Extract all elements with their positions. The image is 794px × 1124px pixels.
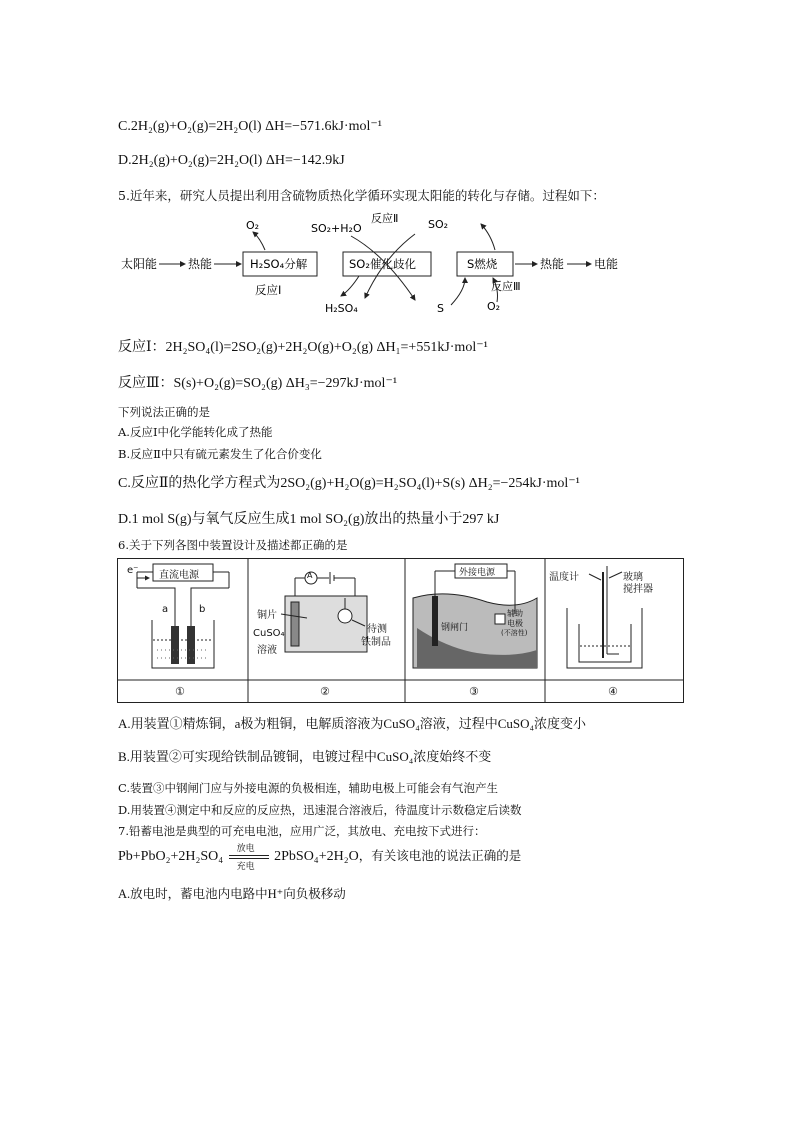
fig2-solution-label: 溶液 bbox=[257, 645, 277, 656]
q7-arrow-top bbox=[229, 855, 269, 856]
arc-o2 bbox=[253, 232, 265, 250]
fig3-aux-label-3: (不溶性) bbox=[501, 629, 528, 637]
q5-option-d: D.1 mol S(g)与氧气反应生成1 mol SO₂(g)放出的热量小于297 kJ bbox=[118, 512, 500, 527]
label-o2-top: O₂ bbox=[246, 219, 260, 232]
fig3-aux-label-2: 电极 bbox=[507, 619, 523, 628]
fig1-electron-label: e⁻ bbox=[127, 565, 139, 576]
question-5-stem: 5.近年来，研究人员提出利用含硫物质热化学循环实现太阳能的转化与存储。过程如下： bbox=[118, 188, 605, 203]
question-6-stem: 6.关于下列各图中装置设计及描述都正确的是 bbox=[118, 538, 348, 552]
fig2-ammeter-label: A bbox=[307, 571, 313, 580]
label-electric: 电能 bbox=[594, 257, 619, 271]
q5-option-c: C.反应Ⅱ的热化学方程式为2SO₂(g)+H₂O(g)=H₂SO₄(l)+S(s) ΔH₂=−254kJ·mol⁻¹ bbox=[118, 476, 580, 491]
fig3-gate-label: 钢闸门 bbox=[441, 623, 469, 633]
fig4-thermo-label: 温度计 bbox=[549, 572, 579, 583]
fig3-aux-label-1: 辅助 bbox=[507, 609, 523, 618]
box-s-text: S燃烧 bbox=[467, 257, 498, 271]
q6-option-a: A.用装置①精炼铜，a极为粗铜，电解质溶液为CuSO₄溶液，过程中CuSO₄浓度变小 bbox=[118, 716, 587, 731]
fig2-cuso4-label: CuSO₄ bbox=[253, 628, 285, 639]
label-so2-h2o: SO₂+H₂O bbox=[311, 222, 362, 235]
q6-option-b: B.用装置②可实现给铁制品镀铜，电镀过程中CuSO₄浓度始终不变 bbox=[118, 749, 492, 764]
label-reaction2: 反应Ⅱ bbox=[371, 212, 399, 225]
fig3-power-label: 外接电源 bbox=[459, 568, 496, 578]
option-d-line: D.2H₂(g)+O₂(g)=2H₂O(l) ΔH=−142.9kJ bbox=[118, 153, 345, 168]
label-reaction1: 反应Ⅰ bbox=[255, 283, 282, 297]
box-h2so4-text: H₂SO₄分解 bbox=[250, 257, 308, 271]
fig4-number: ④ bbox=[608, 685, 618, 698]
q5-option-b: B.反应Ⅱ中只有硫元素发生了化合价变化 bbox=[118, 447, 322, 461]
fig1-number: ① bbox=[175, 685, 185, 698]
question-5-ask: 下列说法正确的是 bbox=[118, 405, 210, 419]
sulfur-cycle-diagram bbox=[115, 210, 655, 320]
fig1-b-label: b bbox=[199, 604, 206, 615]
q7-eq-tail: ，有关该电池的说法正确的是 bbox=[358, 849, 522, 863]
label-h2so4: H₂SO₄ bbox=[325, 302, 358, 315]
fig2-target-label-2: 铁制品 bbox=[361, 637, 391, 648]
label-so2-top: SO₂ bbox=[428, 218, 449, 231]
q7-reversible-arrow bbox=[227, 842, 271, 871]
reaction-3-eq: 反应Ⅲ：S(s)+O₂(g)=SO₂(g) ΔH₃=−297kJ·mol⁻¹ bbox=[118, 376, 398, 391]
fig1-a-label: a bbox=[162, 604, 169, 615]
q7-discharge-label: 放电 bbox=[236, 842, 255, 853]
q7-equation bbox=[118, 842, 522, 871]
fig2-number: ② bbox=[320, 685, 330, 698]
label-o2-bottom: O₂ bbox=[487, 300, 501, 313]
q6-option-c: C.装置③中钢闸门应与外接电源的负极相连，辅助电极上可能会有气泡产生 bbox=[118, 781, 499, 795]
apparatus-table bbox=[117, 558, 684, 703]
q7-eq-left: Pb+PbO₂+2H₂SO₄ bbox=[118, 849, 224, 864]
q6-option-d: D.用装置④测定中和反应的反应热，迅速混合溶液后，待温度计示数稳定后读数 bbox=[118, 803, 522, 817]
arc-h2so4 bbox=[341, 276, 359, 296]
option-c-line: C.2H₂(g)+O₂(g)=2H₂O(l) ΔH=−571.6kJ·mol⁻¹ bbox=[118, 119, 382, 134]
label-heat-right: 热能 bbox=[540, 257, 565, 271]
arc-so2-out bbox=[481, 224, 495, 250]
reaction-1-eq: 反应Ⅰ：2H₂SO₄(l)=2SO₂(g)+2H₂O(g)+O₂(g) ΔH₁=+551kJ·mol⁻¹ bbox=[118, 340, 488, 355]
question-7-stem: 7.铅蓄电池是典型的可充电电池，应用广泛，其放电、充电按下式进行： bbox=[118, 824, 486, 838]
fig4-glass-label-2: 搅拌器 bbox=[623, 584, 653, 595]
fig4-glass-label-1: 玻璃 bbox=[623, 572, 643, 583]
fig1-power-label: 直流电源 bbox=[159, 570, 199, 581]
fig2-target-label-1: 待测 bbox=[367, 624, 387, 635]
fig3-number: ③ bbox=[469, 685, 479, 698]
fig2-plating bbox=[281, 572, 367, 652]
q7-charge-label: 充电 bbox=[236, 860, 255, 871]
q7-option-a: A.放电时，蓄电池内电路中H⁺向负极移动 bbox=[118, 887, 346, 901]
arc-s-to-burn bbox=[451, 278, 465, 305]
q5-option-a: A.反应Ⅰ中化学能转化成了热能 bbox=[118, 425, 273, 439]
fig2-copper-label: 铜片 bbox=[257, 610, 277, 621]
q7-eq-right: 2PbSO₄+2H₂O bbox=[274, 849, 359, 864]
label-s: S bbox=[437, 302, 444, 315]
label-heat-left: 热能 bbox=[188, 257, 213, 271]
apparatus-frame bbox=[117, 558, 684, 703]
label-solar: 太阳能 bbox=[121, 257, 158, 271]
label-reaction3: 反应Ⅲ bbox=[491, 280, 521, 293]
box-so2-text: SO₂催化歧化 bbox=[349, 257, 416, 271]
